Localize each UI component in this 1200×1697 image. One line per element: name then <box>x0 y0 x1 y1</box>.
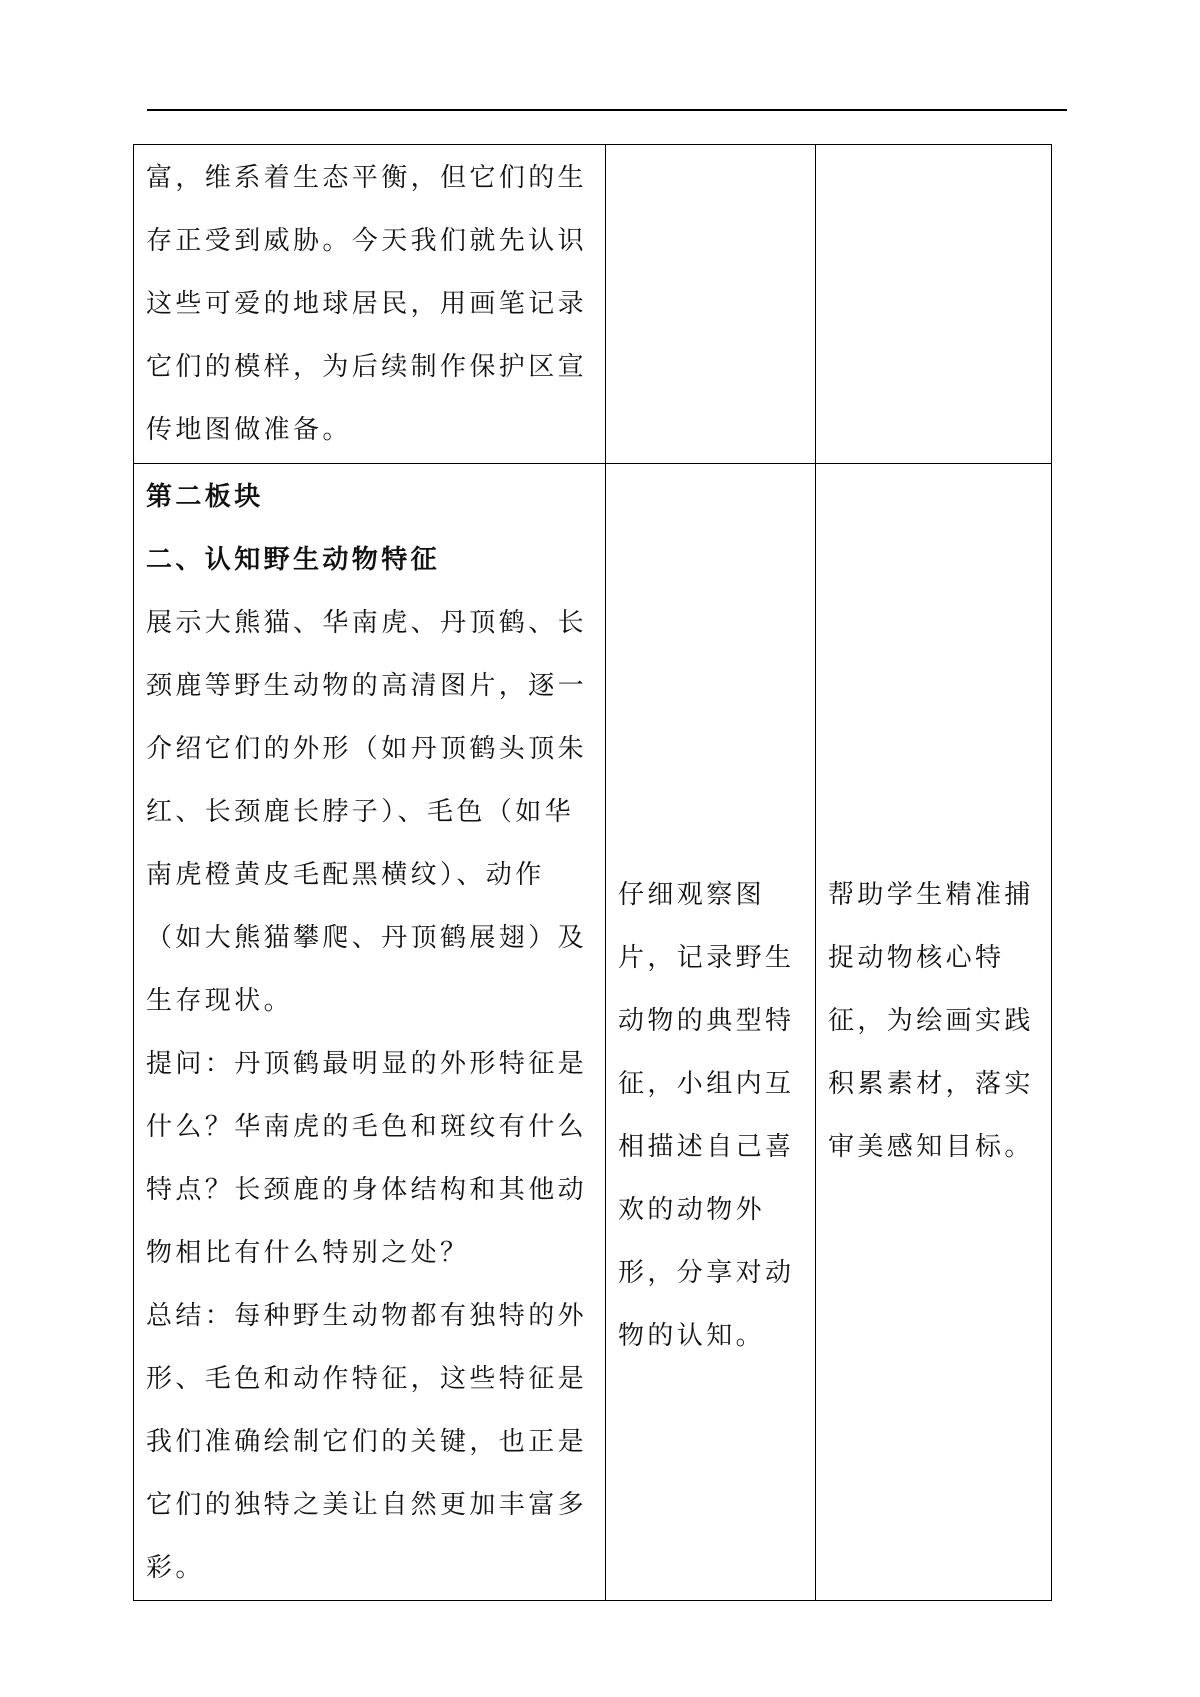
student-activity-text: 仔细观察图片，记录野生动物的典型特征，小组内互相描述自己喜欢的动物外形，分享对动物的认知。 <box>618 880 795 1351</box>
header-rule <box>147 109 1067 111</box>
teacher-question-text: 提问：丹顶鹤最明显的外形特征是什么？华南虎的毛色和斑纹有什么特点？长颈鹿的身体结构和其他动物相比有什么特别之处？ <box>146 1049 588 1268</box>
teacher-activity-text: 富，维系着生态平衡，但它们的生存正受到威胁。今天我们就先认识这些可爱的地球居民，用画笔记录它们的模样，为后续制作保护区宣传地图做准备。 <box>146 163 588 445</box>
table-row <box>134 464 1052 1601</box>
table-row <box>134 145 1052 464</box>
teacher-intro-text: 展示大熊猫、华南虎、丹顶鹤、长颈鹿等野生动物的高清图片，逐一介绍它们的外形（如丹顶鹤头顶朱红、长颈鹿长脖子）、毛色（如华南虎橙黄皮毛配黑横纹）、动作（如大熊猫攀爬、丹顶鹤展翅）及生存现状。 <box>146 608 588 1016</box>
section-label: 第二板块 <box>146 482 264 512</box>
teacher-activity-cell <box>134 145 606 464</box>
student-activity-cell <box>606 145 816 464</box>
lesson-plan-table <box>133 144 1052 1601</box>
design-intent-text: 帮助学生精准捕捉动物核心特征，为绘画实践积累素材，落实审美感知目标。 <box>828 880 1034 1162</box>
teacher-summary-text: 总结：每种野生动物都有独特的外形、毛色和动作特征，这些特征是我们准确绘制它们的关键，也正是它们的独特之美让自然更加丰富多彩。 <box>146 1301 588 1583</box>
design-intent-cell <box>816 145 1052 464</box>
student-activity-cell <box>606 464 816 1601</box>
section-heading: 二、认知野生动物特征 <box>146 545 441 575</box>
design-intent-cell <box>816 464 1052 1601</box>
teacher-activity-cell <box>134 464 606 1601</box>
